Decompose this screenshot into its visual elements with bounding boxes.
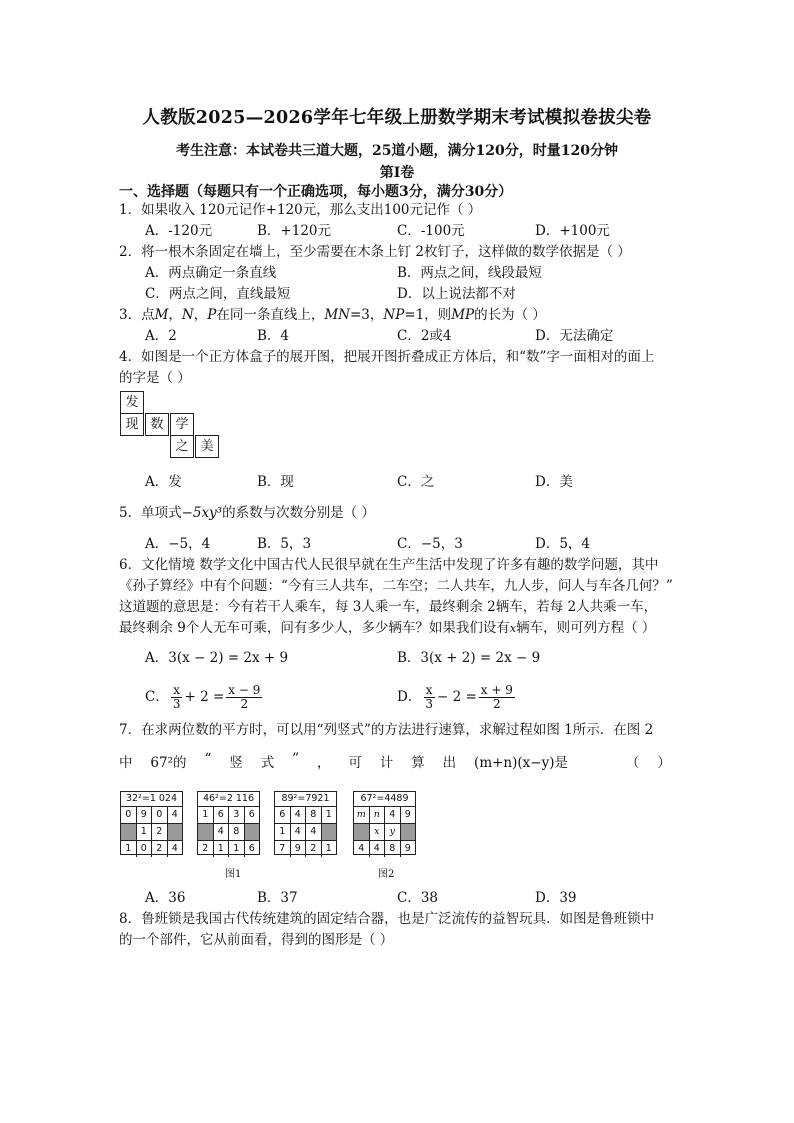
- q7-option-b: B．37: [257, 890, 298, 906]
- q6-option-d-fraction-2: [479, 684, 515, 711]
- q8-stem-line-2: 的一个部件，它从前面看，得到的图形是（ ）: [119, 932, 394, 948]
- q8-stem-line-1: 8．鲁班锁是我国古代传统建筑的固定结合器，也是广泛流传的益智玩具．如图是鲁班锁中: [119, 911, 655, 927]
- q3-option-c: C．2或4: [397, 328, 452, 344]
- fig-row: [275, 807, 336, 824]
- q4-stem-line-2: 的字是（ ）: [119, 370, 191, 386]
- fig-cell: 2: [306, 841, 322, 857]
- fig-cell: 9: [404, 843, 411, 854]
- fig-cell: 6: [248, 843, 255, 854]
- fig-cell: 0: [121, 807, 137, 823]
- fig-row: [121, 841, 182, 857]
- q2-option-c: C．两点之间，直线最短: [145, 286, 291, 302]
- fig-cell: 0: [137, 841, 153, 857]
- fig-cell: 1: [325, 809, 332, 820]
- q5-option-b: B．5，3: [257, 536, 312, 552]
- fig-cell: 4: [306, 824, 322, 840]
- figure1-table-89: [274, 791, 337, 855]
- q1-option-a: A．-120元: [145, 223, 213, 239]
- fig-row: [354, 807, 415, 824]
- fig-cell-shaded: [168, 824, 183, 840]
- q3-text-3: =3，: [349, 307, 384, 323]
- q7-l2-part: （: [625, 755, 640, 771]
- figure1-table-32: [120, 791, 183, 855]
- fig-cell: 2: [198, 841, 214, 857]
- fig-cell: 1: [275, 824, 291, 840]
- q3-text-4: =1，则: [404, 307, 452, 323]
- q3-option-d: D．无法确定: [535, 328, 614, 344]
- q3-text-2: 在同一条直线上，: [216, 307, 325, 323]
- exam-title: 人教版2025—2026学年七年级上册数学期末考试模拟卷拔尖卷: [142, 108, 652, 128]
- fig-cell: 7: [275, 841, 291, 857]
- fig-cell: 4: [291, 824, 307, 840]
- q6-option-d-fraction-1: [423, 684, 435, 711]
- fig-cell: 1: [198, 807, 214, 823]
- fig-row: [275, 841, 336, 857]
- figure2-caption: 图2: [378, 869, 395, 880]
- q3-text-5: 的长为（ ）: [474, 307, 546, 323]
- q7-stem-line-2: [119, 751, 671, 771]
- q6-stem-line-3: 这道题的意思是：今有若干人乘车，每 3人乘一车，最终剩余 2辆车，若每 2人共乘一车，: [119, 599, 658, 615]
- fig-cell: y: [385, 824, 401, 840]
- fig-cell-shaded: [121, 824, 137, 840]
- fig-cell: 8: [229, 824, 245, 840]
- q1-stem: 1．如果收入 120元记作+120元，那么支出100元记作（ ）: [119, 202, 482, 218]
- fig-header: 46²=2 116: [198, 792, 259, 807]
- fig-cell: 6: [275, 807, 291, 823]
- fig-cell: 4: [171, 843, 178, 854]
- q7-l2-part: ”: [292, 751, 300, 767]
- q5-option-c: C．−5，3: [397, 536, 463, 552]
- fig-row: [354, 841, 415, 857]
- q5-text-2: 的系数与次数分别是（ ）: [222, 505, 375, 521]
- fig-header: 89²=7921: [275, 792, 336, 807]
- fig-cell: 9: [291, 841, 307, 857]
- fig-cell-shaded: [322, 824, 337, 840]
- net-cell-fa: 发: [120, 391, 144, 414]
- q1-option-d: D．+100元: [535, 223, 610, 239]
- q7-l2-part: 竖: [229, 755, 243, 771]
- q7-option-a: A．36: [145, 890, 186, 906]
- fig-cell-shaded: [354, 824, 370, 840]
- q6-line4-text-1: 最终剩余 9个人无车可乘，问有多少人，多少辆车？如果我们设有: [119, 620, 510, 636]
- fig-cell: m: [354, 807, 370, 823]
- q7-l2-part: 式: [260, 755, 275, 771]
- fig-cell: 6: [214, 807, 230, 823]
- q6-c-num-1: x: [173, 683, 181, 697]
- fig-cell: 4: [385, 807, 401, 823]
- q6-option-c-label: C．: [145, 689, 169, 705]
- figure1-table-46: [197, 791, 260, 855]
- fig-cell: 8: [385, 841, 401, 857]
- q5-stem: [119, 504, 375, 522]
- q7-l2-part: “: [204, 751, 212, 767]
- fig-cell: 1: [121, 841, 137, 857]
- fig-cell: n: [370, 807, 386, 823]
- q5-option-a: A．−5，4: [145, 536, 211, 552]
- fig-row: [198, 807, 259, 824]
- q4-option-d: D．美: [535, 474, 573, 490]
- fig-cell: 4: [171, 809, 178, 820]
- q6-option-c-fraction-2: [226, 684, 262, 711]
- q6-stem-line-4: [119, 619, 655, 638]
- q6-option-c: [145, 684, 264, 711]
- q6-line4-text-2: 辆车，则可列方程（ ）: [516, 620, 656, 636]
- q1-option-b: B．+120元: [257, 223, 331, 239]
- fig-row: [354, 824, 415, 841]
- fig-cell: x: [370, 824, 386, 840]
- fig-cell: 9: [404, 809, 411, 820]
- q3-stem: [119, 306, 546, 324]
- fig-cell: 4: [291, 807, 307, 823]
- net-cell-shu: 数: [145, 413, 169, 436]
- fig-cell-shaded: [245, 824, 260, 840]
- fig-row: [198, 824, 259, 841]
- q6-c-den-1: 3: [172, 697, 181, 711]
- q7-l2-part: 可: [348, 755, 362, 771]
- q6-d-num-2: x + 9: [480, 683, 513, 697]
- fig-header: 32²=1 024: [121, 792, 182, 807]
- q3-var-n: N: [181, 307, 194, 323]
- fig-cell: 0: [152, 807, 168, 823]
- q7-option-c: C．38: [397, 890, 439, 906]
- q3-var-mp: MP: [451, 307, 475, 323]
- exam-notice: 考生注意：本试卷共三道大题，25道小题，满分120分，时量120分钟: [176, 143, 618, 159]
- fig-cell: 3: [229, 807, 245, 823]
- q7-l2-part: 67²的: [150, 755, 187, 771]
- q3-var-m: M: [154, 307, 169, 323]
- q5-monomial: −5xy³: [181, 505, 223, 521]
- q7-l2-part: 出: [442, 755, 457, 771]
- section-heading: 一、选择题（每题只有一个正确选项，每小题3分，满分30分）: [119, 184, 513, 200]
- volume-label: 第Ⅰ卷: [379, 165, 415, 181]
- q2-option-b: B．两点之间，线段最短: [397, 265, 542, 281]
- q4-stem-line-1: 4．如图是一个正方体盒子的展开图，把展开图折叠成正方体后，和“数”字一面相对的面上: [119, 349, 655, 365]
- q3-var-p: P: [207, 307, 217, 323]
- q6-d-num-1: x: [425, 683, 433, 697]
- net-cell-mei: 美: [195, 435, 219, 458]
- q6-option-d: [397, 684, 517, 711]
- q6-c-den-2: 2: [240, 697, 249, 711]
- fig-cell-shaded: [401, 824, 416, 840]
- q6-var-x: x: [509, 622, 517, 635]
- fig-row: [198, 841, 259, 857]
- q6-option-b: B．3(x + 2) = 2x − 9: [397, 650, 541, 666]
- q7-l2-expression: (m+n)(x−y)是: [474, 755, 568, 771]
- q2-stem: 2．将一根木条固定在墙上，至少需要在木条上钉 2枚钉子，这样做的数学依据是（ ）: [119, 244, 631, 260]
- q6-stem-line-2: 《孙子算经》中有个问题：“今有三人共车，二车空；二人共车，九人步，问人与车各几何？”: [119, 578, 673, 594]
- fig-cell: 4: [370, 841, 386, 857]
- q7-l2-part: ）: [657, 755, 671, 771]
- fig-cell-shaded: [198, 824, 214, 840]
- fig-cell: 2: [152, 824, 168, 840]
- cube-net-figure: [120, 391, 230, 471]
- q3-option-b: B．4: [257, 328, 290, 344]
- q5-option-d: D．5，4: [535, 536, 591, 552]
- q6-d-den-1: 3: [425, 697, 433, 711]
- figure1-caption: 图1: [225, 869, 242, 880]
- q3-text-1: 3．点: [119, 307, 155, 323]
- fig-cell: 1: [229, 841, 245, 857]
- fig-cell: 1: [214, 841, 230, 857]
- q6-stem-line-1: 6．文化情境 数学文化中国古代人民很早就在生产生活中发现了许多有趣的数学问题，其中: [119, 557, 659, 573]
- fig-row: [121, 824, 182, 841]
- net-cell-xue: 学: [170, 413, 194, 436]
- q2-option-d: D．以上说法都不对: [397, 286, 516, 302]
- q7-l2-part: 中: [119, 755, 133, 771]
- q6-option-d-label: D．: [397, 689, 422, 705]
- net-cell-zhi: 之: [170, 435, 194, 458]
- q7-option-d: D．39: [535, 890, 577, 906]
- q4-option-c: C．之: [397, 474, 435, 490]
- fig-cell: 8: [306, 807, 322, 823]
- q6-option-a: A．3(x − 2) = 2x + 9: [145, 650, 289, 666]
- q7-stem-line-1: 7．在求两位数的平方时，可以用“列竖式”的方法进行速算，求解过程如图 1所示．在图 2: [119, 722, 654, 738]
- q3-option-a: A．2: [145, 328, 177, 344]
- q7-l2-part: ，: [316, 755, 331, 771]
- q5-text-1: 5．单项式: [119, 505, 182, 521]
- net-cell-xian: 现: [120, 413, 144, 436]
- fig-cell: 4: [354, 841, 370, 857]
- q3-var-np: NP: [383, 307, 405, 323]
- q4-option-b: B．现: [257, 474, 294, 490]
- fig-cell: 1: [325, 843, 332, 854]
- q7-l2-part: 计: [379, 755, 394, 771]
- q3-sep-1: ，: [168, 307, 182, 323]
- q3-sep-2: ，: [193, 307, 208, 323]
- q2-option-a: A．两点确定一条直线: [145, 265, 277, 281]
- q6-option-c-fraction-1: [171, 684, 183, 711]
- fig-row: [121, 807, 182, 824]
- fig-cell: 2: [152, 841, 168, 857]
- fig-cell: 9: [137, 807, 153, 823]
- q6-c-num-2: x − 9: [228, 683, 261, 697]
- fig-cell: 6: [248, 809, 255, 820]
- fig-cell: 1: [137, 824, 153, 840]
- q6-option-c-mid: + 2 =: [184, 689, 225, 705]
- fig-row: [275, 824, 336, 841]
- fig-cell: 4: [214, 824, 230, 840]
- q7-l2-part: 算: [411, 755, 425, 771]
- q3-var-mn: MN: [324, 307, 350, 323]
- fig-header: 67²=4489: [354, 792, 415, 807]
- q6-option-d-mid: − 2 =: [436, 689, 477, 705]
- q4-option-a: A．发: [145, 474, 182, 490]
- q1-option-c: C．-100元: [397, 223, 465, 239]
- q6-d-den-2: 2: [492, 697, 501, 711]
- figure2-table-67: [353, 791, 416, 855]
